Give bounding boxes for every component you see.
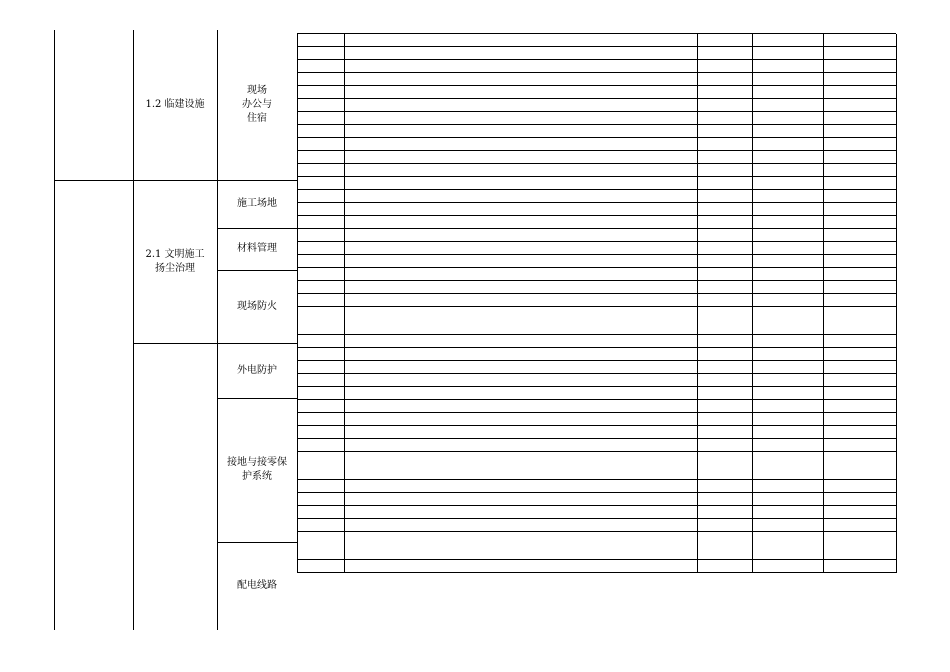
hazard-description	[347, 34, 697, 46]
col-line-b	[133, 30, 134, 630]
subcategory-label	[219, 197, 295, 211]
rectification-measure	[826, 177, 896, 189]
item-code	[300, 413, 344, 425]
rectification-measure	[826, 190, 896, 202]
item-code	[300, 164, 344, 176]
subcategory-label-line: 现场	[247, 85, 267, 96]
accident-type	[755, 426, 823, 438]
group-divider	[217, 542, 297, 543]
hazard-description	[347, 99, 697, 111]
rectification-measure	[826, 387, 896, 399]
accident-type	[755, 255, 823, 267]
hazard-description	[347, 335, 697, 347]
item-code	[300, 34, 344, 46]
group-divider	[217, 270, 297, 271]
accident-type	[755, 138, 823, 150]
hazard-description	[347, 374, 697, 386]
hazard-description	[347, 73, 697, 85]
hazard-level	[700, 34, 752, 46]
rectification-measure	[826, 47, 896, 59]
rectification-measure	[826, 268, 896, 280]
rectification-measure	[826, 112, 896, 124]
item-code	[300, 439, 344, 451]
accident-type	[755, 125, 823, 137]
item-code	[300, 229, 344, 241]
subcategory-label	[219, 579, 295, 593]
subcategory-label-line: 外电防护	[237, 364, 277, 376]
group-divider	[133, 343, 297, 344]
hazard-description	[347, 177, 697, 189]
category-label-line: 1.2 临建设施	[145, 99, 205, 110]
accident-type	[755, 164, 823, 176]
hazard-level	[700, 426, 752, 438]
col-line-a	[54, 30, 55, 630]
group-divider	[54, 180, 297, 181]
rectification-measure	[826, 203, 896, 215]
hazard-level	[700, 203, 752, 215]
subcategory-label	[219, 364, 295, 378]
rectification-measure	[826, 86, 896, 98]
accident-type	[755, 294, 823, 306]
accident-type	[755, 374, 823, 386]
rectification-measure	[826, 281, 896, 293]
row-divider	[297, 572, 896, 573]
item-code	[300, 294, 344, 306]
hazard-level	[700, 348, 752, 360]
hazard-description	[347, 281, 697, 293]
item-code	[300, 268, 344, 280]
rectification-measure	[826, 426, 896, 438]
hazard-description	[347, 519, 697, 531]
rectification-measure	[826, 335, 896, 347]
hazard-description	[347, 493, 697, 505]
subcategory-label-line: 施工场地	[237, 198, 277, 209]
rectification-measure	[826, 60, 896, 72]
hazard-description	[347, 268, 697, 280]
hazard-level	[700, 439, 752, 451]
item-code	[300, 335, 344, 347]
accident-type	[755, 60, 823, 72]
rectification-measure	[826, 125, 896, 137]
item-code	[300, 400, 344, 412]
subcategory-label-line: 住宿	[247, 113, 267, 124]
hazard-description	[347, 164, 697, 176]
hazard-level	[700, 281, 752, 293]
hazard-description	[347, 203, 697, 215]
hazard-level	[700, 242, 752, 254]
hazard-level	[700, 138, 752, 150]
hazard-description	[347, 60, 697, 72]
accident-type	[755, 190, 823, 202]
col-line-accident	[752, 34, 753, 573]
rectification-measure	[826, 480, 896, 492]
hazard-level	[700, 387, 752, 399]
rectification-measure	[826, 374, 896, 386]
item-code	[300, 361, 344, 373]
rectification-measure	[826, 164, 896, 176]
rectification-measure	[826, 242, 896, 254]
accident-type	[755, 99, 823, 111]
accident-type	[755, 268, 823, 280]
rectification-measure	[826, 151, 896, 163]
hazard-level	[700, 112, 752, 124]
subcategory-label-line: 护系统	[242, 471, 272, 482]
hazard-level	[700, 60, 752, 72]
item-code	[300, 203, 344, 215]
hazard-description	[347, 125, 697, 137]
hazard-description	[347, 190, 697, 202]
accident-type	[755, 439, 823, 451]
hazard-level	[700, 374, 752, 386]
hazard-level	[700, 400, 752, 412]
hazard-description	[347, 439, 697, 451]
item-code	[300, 177, 344, 189]
accident-type	[755, 348, 823, 360]
rectification-measure	[826, 229, 896, 241]
category-label	[135, 248, 215, 276]
accident-type	[755, 86, 823, 98]
item-code	[300, 387, 344, 399]
item-code	[300, 519, 344, 531]
hazard-level	[700, 335, 752, 347]
col-line-c	[217, 30, 218, 630]
hazard-level	[700, 413, 752, 425]
subcategory-label	[219, 456, 295, 484]
hazard-level	[700, 229, 752, 241]
accident-type	[755, 229, 823, 241]
subcategory-label	[219, 84, 295, 126]
item-code	[300, 73, 344, 85]
hazard-description	[347, 400, 697, 412]
rectification-measure	[826, 361, 896, 373]
subcategory-label-line: 现场防火	[237, 300, 277, 312]
rectification-measure	[826, 439, 896, 451]
hazard-description	[347, 294, 697, 306]
rectification-measure	[826, 34, 896, 46]
category-label-line: 扬尘治理	[155, 262, 195, 274]
col-line-level	[697, 34, 698, 573]
accident-type	[755, 281, 823, 293]
col-line-measure	[823, 34, 824, 573]
accident-type	[755, 151, 823, 163]
item-code	[300, 560, 344, 572]
hazard-description	[347, 532, 697, 559]
subcategory-label-line: 办公与	[242, 99, 272, 110]
accident-type	[755, 387, 823, 399]
hazard-level	[700, 255, 752, 267]
hazard-description	[347, 426, 697, 438]
accident-type	[755, 361, 823, 373]
subcategory-label-line: 材料管理	[237, 243, 277, 254]
item-code	[300, 242, 344, 254]
accident-type	[755, 242, 823, 254]
hazard-description	[347, 348, 697, 360]
hazard-level	[700, 493, 752, 505]
item-code	[300, 493, 344, 505]
subcategory-label-line: 接地与接零保	[227, 457, 287, 468]
hazard-level	[700, 125, 752, 137]
group-divider	[217, 228, 297, 229]
accident-type	[755, 335, 823, 347]
col-line-desc	[344, 34, 345, 573]
accident-type	[755, 34, 823, 46]
rectification-measure	[826, 413, 896, 425]
item-code	[300, 255, 344, 267]
hazard-level	[700, 560, 752, 572]
rectification-measure	[826, 73, 896, 85]
accident-type	[755, 480, 823, 492]
accident-type	[755, 506, 823, 518]
hazard-level	[700, 99, 752, 111]
hazard-description	[347, 86, 697, 98]
rectification-measure	[826, 519, 896, 531]
hazard-level	[700, 506, 752, 518]
rectification-measure	[826, 255, 896, 267]
hazard-description	[347, 216, 697, 228]
accident-type	[755, 203, 823, 215]
rectification-measure	[826, 99, 896, 111]
item-code	[300, 138, 344, 150]
item-code	[300, 506, 344, 518]
accident-type	[755, 112, 823, 124]
subcategory-label	[219, 242, 295, 256]
accident-type	[755, 73, 823, 85]
item-code	[300, 374, 344, 386]
accident-type	[755, 519, 823, 531]
group-divider	[217, 398, 297, 399]
item-code	[300, 281, 344, 293]
hazard-description	[347, 452, 697, 479]
hazard-description	[347, 138, 697, 150]
item-code	[300, 99, 344, 111]
hazard-level	[700, 151, 752, 163]
item-code	[300, 190, 344, 202]
hazard-level	[700, 216, 752, 228]
subcategory-label-line: 配电线路	[237, 580, 277, 591]
hazard-description	[347, 307, 697, 334]
hazard-description	[347, 47, 697, 59]
rectification-measure	[826, 294, 896, 306]
hazard-description	[347, 112, 697, 124]
rectification-measure	[826, 506, 896, 518]
hazard-level	[700, 294, 752, 306]
item-code	[300, 151, 344, 163]
hazard-level	[700, 86, 752, 98]
accident-type	[755, 493, 823, 505]
item-code	[300, 426, 344, 438]
hazard-description	[347, 387, 697, 399]
item-code	[300, 125, 344, 137]
hazard-level	[700, 190, 752, 202]
hazard-description	[347, 255, 697, 267]
hazard-description	[347, 242, 697, 254]
hazard-level	[700, 519, 752, 531]
item-code	[300, 60, 344, 72]
col-line-code	[297, 34, 298, 573]
hazard-level	[700, 177, 752, 189]
rectification-measure	[826, 138, 896, 150]
subcategory-label	[219, 300, 295, 314]
hazard-description	[347, 480, 697, 492]
rectification-measure	[826, 216, 896, 228]
hazard-level	[700, 361, 752, 373]
item-code	[300, 86, 344, 98]
hazard-description	[347, 361, 697, 373]
hazard-level	[700, 47, 752, 59]
item-code	[300, 112, 344, 124]
item-code	[300, 480, 344, 492]
hazard-level	[700, 480, 752, 492]
hazard-level	[700, 268, 752, 280]
hazard-description	[347, 560, 697, 572]
accident-type	[755, 216, 823, 228]
category-label-line: 2.1 文明施工	[145, 248, 205, 260]
hazard-description	[347, 151, 697, 163]
hazard-description	[347, 413, 697, 425]
accident-type	[755, 177, 823, 189]
accident-type	[755, 560, 823, 572]
rectification-measure	[826, 560, 896, 572]
accident-type	[755, 47, 823, 59]
hazard-description	[347, 506, 697, 518]
top-border	[297, 33, 896, 34]
rectification-measure	[826, 493, 896, 505]
item-code	[300, 216, 344, 228]
hazard-level	[700, 73, 752, 85]
accident-type	[755, 413, 823, 425]
item-code	[300, 47, 344, 59]
accident-type	[755, 400, 823, 412]
category-label	[135, 98, 215, 112]
hazard-level	[700, 164, 752, 176]
col-line-end	[896, 34, 897, 573]
rectification-measure	[826, 400, 896, 412]
hazard-description	[347, 229, 697, 241]
item-code	[300, 348, 344, 360]
rectification-measure	[826, 348, 896, 360]
